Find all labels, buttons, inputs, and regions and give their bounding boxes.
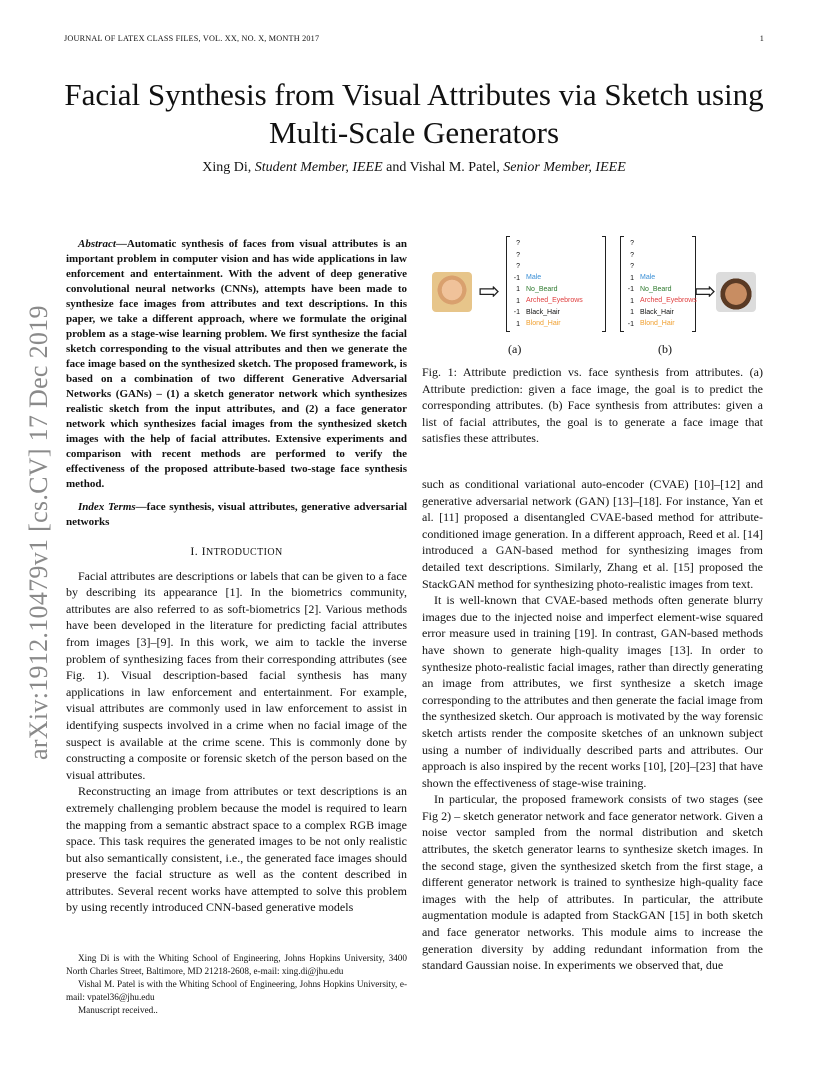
face-photo-b	[716, 272, 756, 312]
attribute-value: -1	[627, 320, 634, 328]
attribute-label: Blond_Hair	[526, 320, 561, 327]
section-heading: I. INTRODUCTION	[190, 544, 283, 558]
body-paragraph: Reconstructing an image from attributes or text descriptions is an extremely challenging problem because the model is required to learn the mapping from a semantic abstract space to a complex RGB image space. This task requires the generated images to be not only realistic but also semantically consistent, i.e., the generated face images should preserve the facial structure as well as the content described in attributes. Several recent works have attempted to solve this problem by using recently introduced CNN-based generative models	[66, 784, 407, 915]
attribute-value: ?	[630, 240, 634, 247]
right-column	[422, 476, 763, 974]
footnote: Vishal M. Patel is with the Whiting School of Engineering, Johns Hopkins University, e-mail: vpatel36@jhu.edu	[66, 979, 407, 1002]
index-terms	[66, 500, 407, 530]
attribute-label: No_Beard	[526, 285, 558, 293]
attribute-vector-a	[508, 238, 520, 330]
index-terms-text: —face synthesis, visual attributes, generative adversarial networks	[66, 501, 407, 528]
body-paragraph: In particular, the proposed framework consists of two stages (see Fig 2) – sketch generator network and face generator network. Given a noise vector sampled from the normal distribution and sketch attributes, the sketch generator learns to synthesize sketch images. In the second stage, given the synthesized sketch from the first stage, a different generator network is trained to synthesize high-quality face images with the help of attributes. In particular, the attribute augmentation module is adapted from StackGAN [15] in both sketch and face generator networks. This module aims to increase the generation diversity by adding redundant information from the standard Gaussian noise. In experiments we observed that, due	[422, 792, 763, 973]
attribute-label: Blond_Hair	[640, 320, 675, 327]
attribute-value: 1	[516, 297, 520, 305]
page-number: 1	[759, 34, 764, 43]
paper-title: Facial Synthesis from Visual Attributes via Sketch using Multi-Scale Generators	[64, 77, 764, 150]
arxiv-stamp: arXiv:1912.10479v1 [cs.CV] 17 Dec 2019	[24, 305, 53, 760]
attribute-value: ?	[630, 251, 634, 259]
attribute-value: 1	[516, 286, 520, 293]
author-2-role: Senior Member, IEEE	[503, 160, 626, 175]
body-paragraph: such as conditional variational auto-encoder (CVAE) [10]–[12] and generative adversarial network (GAN) [13]–[18]. For instance, Yan et al. [11] proposed a disentangled CVAE-based method for attribute-conditioned image generation. In a different approach, Reed et al. [14] introduced a GAN-based method for synthesizing images from detailed text descriptions. Similarly, Zhang et al. [15] proposed the StackGAN method for synthesizing photo-realistic images from text.	[422, 477, 763, 591]
attribute-value: ?	[516, 263, 520, 270]
attribute-label: Black_Hair	[526, 308, 560, 316]
arrow-icon: ⇨	[478, 277, 500, 306]
face-photo-a	[432, 272, 472, 312]
figure-caption: Fig. 1: Attribute prediction vs. face synthesis from attributes. (a) Attribute prediction: given a face image, the goal is to predict the corresponding attributes. (b) Face synthesis from attributes: given a list of facial attributes, the goal is to generate a face image that satisfies these attributes.	[422, 365, 763, 446]
attribute-value: -1	[513, 309, 520, 316]
author-2: and Vishal M. Patel,	[386, 160, 500, 175]
footnote: Xing Di is with the Whiting School of Engineering, Johns Hopkins University, 3400 North Charles Street, Baltimore, MD 21218-2608, e-mail: xing.di@jhu.edu	[66, 953, 407, 976]
attribute-label: Black_Hair	[640, 308, 674, 316]
attribute-label: Arched_Eyebrows	[640, 297, 697, 304]
figure-1	[422, 232, 768, 364]
attribute-value: -1	[513, 274, 520, 282]
attribute-label: Arched_Eyebrows	[526, 297, 583, 304]
footnote: Manuscript received..	[78, 1005, 158, 1016]
left-column	[66, 237, 407, 1018]
index-terms-label: Index Terms	[78, 501, 136, 513]
attribute-value: 1	[630, 274, 634, 282]
attribute-list-a	[526, 272, 583, 330]
attribute-value: ?	[516, 251, 520, 259]
attribute-value: 1	[516, 320, 520, 328]
author-1-role: Student Member, IEEE	[254, 160, 383, 175]
attribute-list-b	[640, 272, 697, 330]
attribute-value: 1	[630, 309, 634, 316]
attribute-value: -1	[627, 286, 634, 293]
attribute-vector-b	[622, 238, 634, 330]
attribute-value: ?	[516, 240, 520, 247]
author-1: Xing Di,	[202, 160, 252, 175]
attribute-value: 1	[630, 297, 634, 305]
journal-header: JOURNAL OF LATEX CLASS FILES, VOL. XX, NO. X, MONTH 2017	[64, 34, 320, 43]
subfigure-label-a: (a)	[508, 342, 522, 356]
footnotes	[66, 952, 407, 1017]
attribute-label: Male	[640, 274, 656, 281]
attribute-label: Male	[526, 274, 542, 281]
abstract-label: Abstract	[78, 238, 116, 250]
body-paragraph: It is well-known that CVAE-based methods often generate blurry images due to the injected noise and imperfect element-wise squared error measure used in training [19]. In contrast, GAN-based methods have shown to generate high-quality images [13]. In order to synthesize photo-realistic facial images, rather than directly generating an image from attributes, we first synthesize a sketch image corresponding to the attributes and then generate the facial image from the synthesized sketch. Our approach is motivated by the way forensic sketch artists render the composite sketches of an unknown subject using a number of individually described parts and attributes. Our approach is also inspired by the recent works [10], [20]–[23] that have shown the effectiveness of stage-wise training.	[422, 593, 763, 790]
arrow-icon: ⇨	[694, 277, 716, 306]
attribute-label: No_Beard	[640, 285, 672, 293]
body-paragraph: Facial attributes are descriptions or labels that can be given to a face by describing its appearance [1]. In the biometrics community, attributes are also referred to as soft-biometrics [2]. Various methods have been developed in the literature for predicting facial attributes from images [3]–[9]. In this work, we aim to tackle the inverse problem of synthesizing faces from their corresponding attributes (see Fig. 1). Visual description-based facial synthesis has many applications in law enforcement and entertainment. For example, visual attributes are commonly used in law enforcement to assist in identifying suspects involved in a crime when no facial image of the suspect is available at the crime scene. This is commonly done by constructing a composite or forensic sketch of the person based on the visual attributes.	[66, 568, 407, 782]
abstract-text: —Automatic synthesis of faces from visual attributes is an important problem in computer vision and has wide applications in law enforcement and entertainment. With the advent of deep generative convolutional neural networks (CNNs), attempts have been made to synthesize face images from attributes and text descriptions. In this paper, we take a different approach, where we formulate the original problem as a stage-wise learning problem. We first synthesize the facial sketch corresponding to the visual attributes and then we generate the face image based on the synthesized sketch. The proposed framework, is based on a combination of two different Generative Adversarial Networks (GANs) – (1) a sketch generator network which synthesizes realistic sketch from the input attributes, and (2) a face generator network which synthesizes facial images from the synthesized sketch images with the help of facial attributes. Extensive experiments and comparison with recent methods are performed to verify the effectiveness of the proposed attribute-based two-stage face synthesis method.	[66, 238, 407, 490]
attribute-value: ?	[630, 263, 634, 270]
abstract	[66, 237, 407, 492]
bracket-a-right	[602, 236, 606, 332]
subfigure-label-b: (b)	[658, 342, 672, 356]
author-line	[40, 160, 788, 176]
